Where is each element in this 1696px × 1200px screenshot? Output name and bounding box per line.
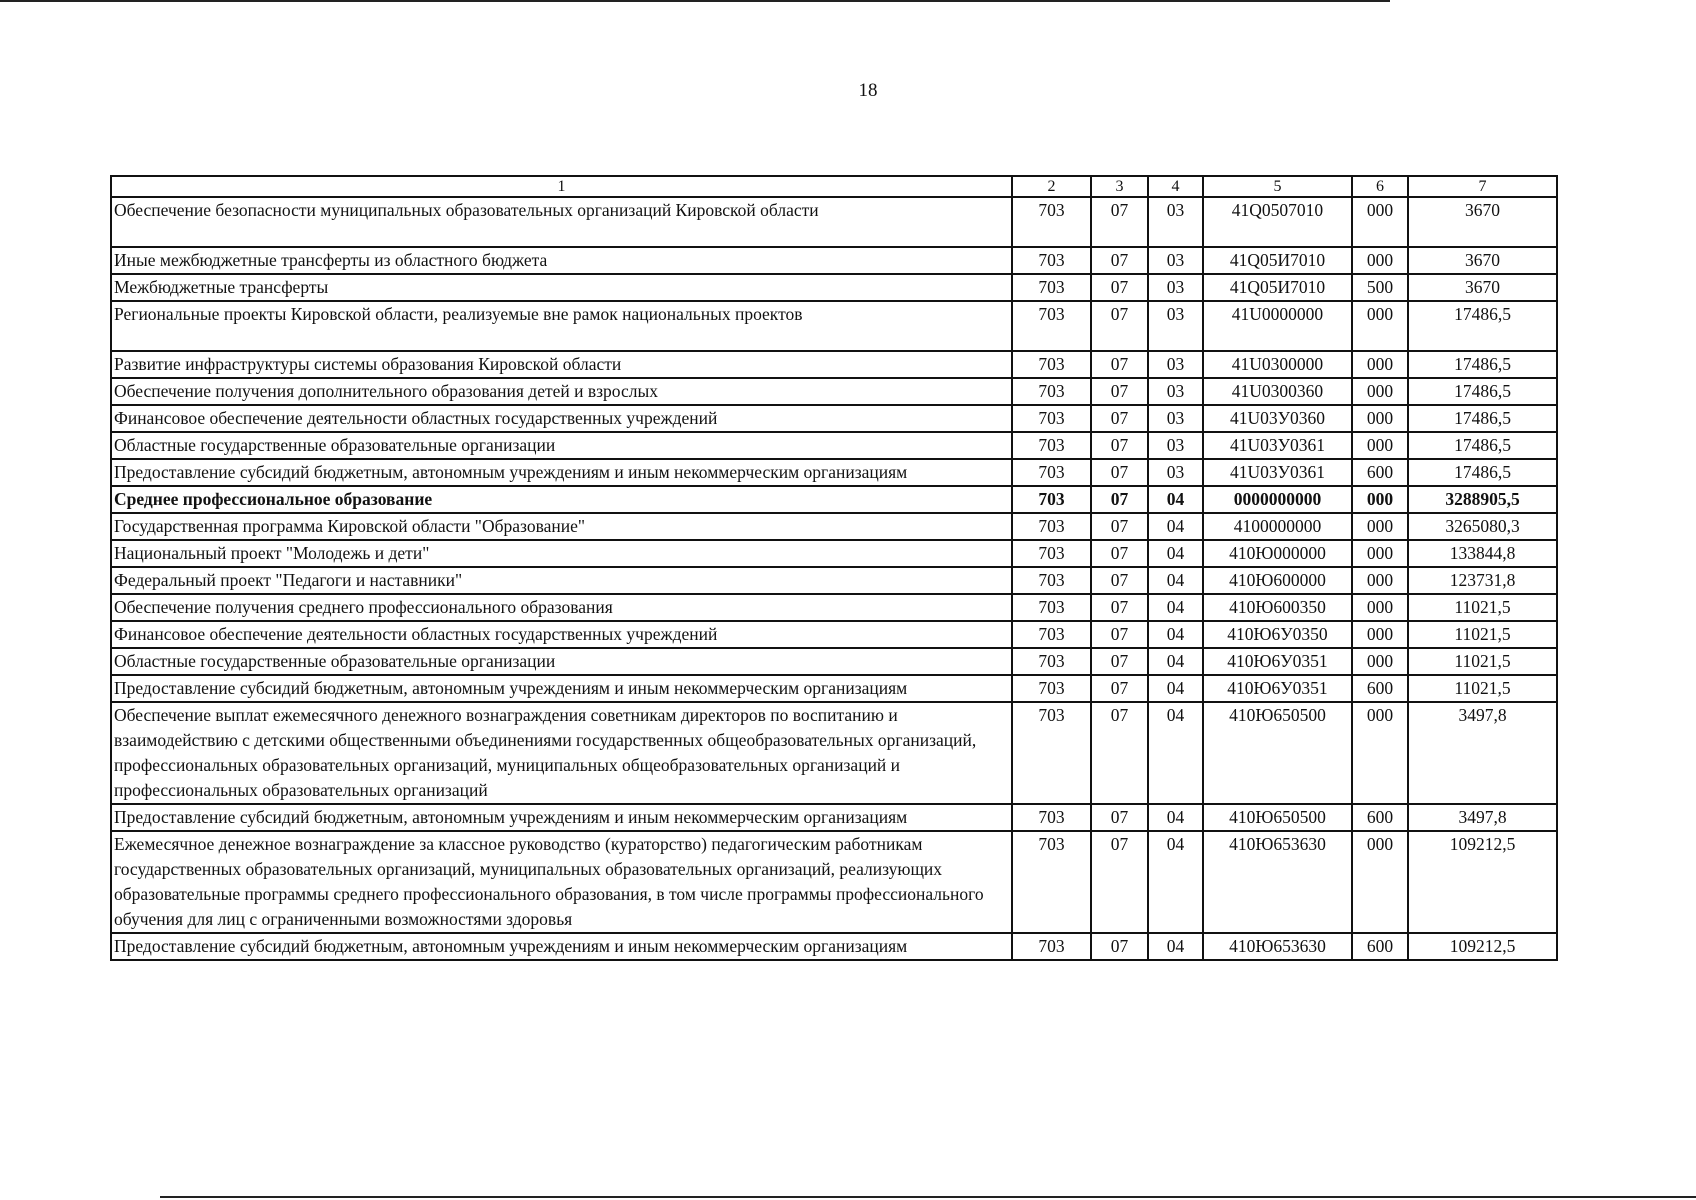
- target-article-cell: 0000000000: [1203, 486, 1352, 513]
- column-header: 2: [1012, 176, 1091, 197]
- item-name-cell: Предоставление субсидий бюджетным, автономным учреждениям и иным некоммерческим организациям: [111, 933, 1012, 960]
- code-cell: 703: [1012, 486, 1091, 513]
- amount-cell: 3497,8: [1408, 702, 1557, 804]
- target-article-cell: 410Ю6У0351: [1203, 648, 1352, 675]
- table-row: [111, 702, 1557, 804]
- subsection-cell: 03: [1148, 378, 1203, 405]
- subsection-cell: 04: [1148, 675, 1203, 702]
- expense-type-cell: 000: [1352, 197, 1408, 247]
- amount-cell: 11021,5: [1408, 675, 1557, 702]
- target-article-cell: 41U03У0360: [1203, 405, 1352, 432]
- code-cell: 703: [1012, 351, 1091, 378]
- target-article-cell: 410Ю653630: [1203, 831, 1352, 933]
- code-cell: 703: [1012, 247, 1091, 274]
- table-row: [111, 594, 1557, 621]
- section-cell: 07: [1091, 621, 1148, 648]
- item-name-cell: Областные государственные образовательные организации: [111, 648, 1012, 675]
- item-name-cell: Межбюджетные трансферты: [111, 274, 1012, 301]
- subsection-cell: 04: [1148, 831, 1203, 933]
- table-row: [111, 675, 1557, 702]
- expense-type-cell: 000: [1352, 648, 1408, 675]
- code-cell: 703: [1012, 513, 1091, 540]
- code-cell: 703: [1012, 540, 1091, 567]
- expense-type-cell: 000: [1352, 405, 1408, 432]
- table-row: [111, 405, 1557, 432]
- amount-cell: 11021,5: [1408, 594, 1557, 621]
- section-cell: 07: [1091, 933, 1148, 960]
- expense-type-cell: 000: [1352, 702, 1408, 804]
- amount-cell: 123731,8: [1408, 567, 1557, 594]
- expense-type-cell: 000: [1352, 247, 1408, 274]
- amount-cell: 3265080,3: [1408, 513, 1557, 540]
- amount-cell: 17486,5: [1408, 405, 1557, 432]
- expense-type-cell: 000: [1352, 540, 1408, 567]
- section-cell: 07: [1091, 405, 1148, 432]
- expense-type-cell: 000: [1352, 301, 1408, 351]
- column-header: 5: [1203, 176, 1352, 197]
- item-name-cell: Областные государственные образовательные организации: [111, 432, 1012, 459]
- expense-type-cell: 000: [1352, 831, 1408, 933]
- table-row: [111, 540, 1557, 567]
- target-article-cell: 41Q05И7010: [1203, 274, 1352, 301]
- section-cell: 07: [1091, 486, 1148, 513]
- table-row: [111, 459, 1557, 486]
- code-cell: 703: [1012, 804, 1091, 831]
- amount-cell: 109212,5: [1408, 831, 1557, 933]
- amount-cell: 17486,5: [1408, 378, 1557, 405]
- subsection-cell: 03: [1148, 247, 1203, 274]
- section-cell: 07: [1091, 831, 1148, 933]
- section-cell: 07: [1091, 804, 1148, 831]
- amount-cell: 17486,5: [1408, 459, 1557, 486]
- expense-type-cell: 500: [1352, 274, 1408, 301]
- code-cell: 703: [1012, 378, 1091, 405]
- expense-type-cell: 000: [1352, 486, 1408, 513]
- amount-cell: 3497,8: [1408, 804, 1557, 831]
- subsection-cell: 03: [1148, 432, 1203, 459]
- target-article-cell: 410Ю650500: [1203, 702, 1352, 804]
- amount-cell: 3670: [1408, 247, 1557, 274]
- section-cell: 07: [1091, 594, 1148, 621]
- target-article-cell: 410Ю653630: [1203, 933, 1352, 960]
- code-cell: 703: [1012, 675, 1091, 702]
- expense-type-cell: 600: [1352, 459, 1408, 486]
- table-row: [111, 432, 1557, 459]
- item-name-cell: Государственная программа Кировской области "Образование": [111, 513, 1012, 540]
- code-cell: 703: [1012, 274, 1091, 301]
- item-name-cell: Ежемесячное денежное вознаграждение за классное руководство (кураторство) педагогическим работникам государственных образовательных организаций, муниципальных образовательных организаций, реализующих образовательные программы среднего профессионального образования, в том числе программы профессионального обучения для лиц с ограниченными возможностями здоровья: [111, 831, 1012, 933]
- item-name-cell: Национальный проект "Молодежь и дети": [111, 540, 1012, 567]
- table-row: [111, 567, 1557, 594]
- code-cell: 703: [1012, 432, 1091, 459]
- amount-cell: 109212,5: [1408, 933, 1557, 960]
- section-cell: 07: [1091, 197, 1148, 247]
- code-cell: 703: [1012, 197, 1091, 247]
- expense-type-cell: 600: [1352, 933, 1408, 960]
- target-article-cell: 41U0300000: [1203, 351, 1352, 378]
- section-cell: 07: [1091, 648, 1148, 675]
- amount-cell: 11021,5: [1408, 648, 1557, 675]
- section-cell: 07: [1091, 567, 1148, 594]
- section-cell: 07: [1091, 247, 1148, 274]
- expense-type-cell: 600: [1352, 675, 1408, 702]
- target-article-cell: 4100000000: [1203, 513, 1352, 540]
- expense-type-cell: 000: [1352, 621, 1408, 648]
- column-header: 1: [111, 176, 1012, 197]
- item-name-cell: Финансовое обеспечение деятельности областных государственных учреждений: [111, 405, 1012, 432]
- table-row: [111, 351, 1557, 378]
- section-cell: 07: [1091, 675, 1148, 702]
- table-row: [111, 621, 1557, 648]
- amount-cell: 3288905,5: [1408, 486, 1557, 513]
- item-name-cell: Региональные проекты Кировской области, реализуемые вне рамок национальных проектов: [111, 301, 1012, 351]
- table-row: [111, 804, 1557, 831]
- subsection-cell: 03: [1148, 301, 1203, 351]
- subsection-cell: 04: [1148, 486, 1203, 513]
- table-row: [111, 247, 1557, 274]
- section-cell: 07: [1091, 378, 1148, 405]
- item-name-cell: Обеспечение безопасности муниципальных образовательных организаций Кировской области: [111, 197, 1012, 247]
- expense-type-cell: 000: [1352, 567, 1408, 594]
- bottom-border-line: [160, 1196, 1696, 1198]
- code-cell: 703: [1012, 933, 1091, 960]
- table-row: [111, 274, 1557, 301]
- target-article-cell: 410Ю6У0351: [1203, 675, 1352, 702]
- table-row: [111, 648, 1557, 675]
- table-row: [111, 378, 1557, 405]
- subsection-cell: 03: [1148, 351, 1203, 378]
- table-row: [111, 486, 1557, 513]
- subsection-cell: 04: [1148, 594, 1203, 621]
- subsection-cell: 04: [1148, 702, 1203, 804]
- top-border-line: [0, 0, 1390, 2]
- item-name-cell: Обеспечение получения дополнительного образования детей и взрослых: [111, 378, 1012, 405]
- expense-type-cell: 000: [1352, 513, 1408, 540]
- table-row: [111, 513, 1557, 540]
- section-cell: 07: [1091, 432, 1148, 459]
- item-name-cell: Развитие инфраструктуры системы образования Кировской области: [111, 351, 1012, 378]
- section-cell: 07: [1091, 274, 1148, 301]
- section-cell: 07: [1091, 702, 1148, 804]
- subsection-cell: 04: [1148, 540, 1203, 567]
- code-cell: 703: [1012, 567, 1091, 594]
- target-article-cell: 410Ю600350: [1203, 594, 1352, 621]
- code-cell: 703: [1012, 831, 1091, 933]
- page-number: 18: [858, 80, 878, 101]
- target-article-cell: 41Q0507010: [1203, 197, 1352, 247]
- budget-table: [110, 175, 1558, 961]
- subsection-cell: 04: [1148, 513, 1203, 540]
- code-cell: 703: [1012, 594, 1091, 621]
- target-article-cell: 41U0300360: [1203, 378, 1352, 405]
- code-cell: 703: [1012, 459, 1091, 486]
- code-cell: 703: [1012, 301, 1091, 351]
- amount-cell: 17486,5: [1408, 432, 1557, 459]
- column-number-header: [111, 176, 1557, 197]
- table-row: [111, 831, 1557, 933]
- section-cell: 07: [1091, 459, 1148, 486]
- section-cell: 07: [1091, 513, 1148, 540]
- item-name-cell: Предоставление субсидий бюджетным, автономным учреждениям и иным некоммерческим организациям: [111, 459, 1012, 486]
- item-name-cell: Среднее профессиональное образование: [111, 486, 1012, 513]
- item-name-cell: Федеральный проект "Педагоги и наставники": [111, 567, 1012, 594]
- target-article-cell: 410Ю600000: [1203, 567, 1352, 594]
- subsection-cell: 04: [1148, 567, 1203, 594]
- target-article-cell: 410Ю6У0350: [1203, 621, 1352, 648]
- code-cell: 703: [1012, 405, 1091, 432]
- subsection-cell: 03: [1148, 405, 1203, 432]
- code-cell: 703: [1012, 621, 1091, 648]
- expense-type-cell: 000: [1352, 351, 1408, 378]
- code-cell: 703: [1012, 648, 1091, 675]
- section-cell: 07: [1091, 301, 1148, 351]
- target-article-cell: 41U03У0361: [1203, 432, 1352, 459]
- subsection-cell: 04: [1148, 804, 1203, 831]
- amount-cell: 3670: [1408, 274, 1557, 301]
- subsection-cell: 03: [1148, 197, 1203, 247]
- expense-type-cell: 000: [1352, 432, 1408, 459]
- table-row: [111, 933, 1557, 960]
- item-name-cell: Иные межбюджетные трансферты из областного бюджета: [111, 247, 1012, 274]
- subsection-cell: 04: [1148, 621, 1203, 648]
- column-header: 7: [1408, 176, 1557, 197]
- target-article-cell: 410Ю000000: [1203, 540, 1352, 567]
- item-name-cell: Обеспечение получения среднего профессионального образования: [111, 594, 1012, 621]
- expense-type-cell: 600: [1352, 804, 1408, 831]
- code-cell: 703: [1012, 702, 1091, 804]
- expense-type-cell: 000: [1352, 594, 1408, 621]
- target-article-cell: 410Ю650500: [1203, 804, 1352, 831]
- subsection-cell: 04: [1148, 648, 1203, 675]
- section-cell: 07: [1091, 351, 1148, 378]
- section-cell: 07: [1091, 540, 1148, 567]
- amount-cell: 17486,5: [1408, 351, 1557, 378]
- target-article-cell: 41U0000000: [1203, 301, 1352, 351]
- item-name-cell: Предоставление субсидий бюджетным, автономным учреждениям и иным некоммерческим организациям: [111, 675, 1012, 702]
- item-name-cell: Обеспечение выплат ежемесячного денежного вознаграждения советникам директоров по воспитанию и взаимодействию с детскими общественными объединениями государственных общеобразовательных организаций, профессиональных образовательных организаций, муниципальных общеобразовательных организаций и профессиональных образовательных организаций: [111, 702, 1012, 804]
- subsection-cell: 04: [1148, 933, 1203, 960]
- expense-type-cell: 000: [1352, 378, 1408, 405]
- amount-cell: 11021,5: [1408, 621, 1557, 648]
- target-article-cell: 41U03У0361: [1203, 459, 1352, 486]
- item-name-cell: Предоставление субсидий бюджетным, автономным учреждениям и иным некоммерческим организациям: [111, 804, 1012, 831]
- item-name-cell: Финансовое обеспечение деятельности областных государственных учреждений: [111, 621, 1012, 648]
- amount-cell: 17486,5: [1408, 301, 1557, 351]
- column-header: 3: [1091, 176, 1148, 197]
- target-article-cell: 41Q05И7010: [1203, 247, 1352, 274]
- subsection-cell: 03: [1148, 459, 1203, 486]
- column-header: 4: [1148, 176, 1203, 197]
- table-row: [111, 197, 1557, 247]
- subsection-cell: 03: [1148, 274, 1203, 301]
- amount-cell: 3670: [1408, 197, 1557, 247]
- amount-cell: 133844,8: [1408, 540, 1557, 567]
- table-row: [111, 301, 1557, 351]
- column-header: 6: [1352, 176, 1408, 197]
